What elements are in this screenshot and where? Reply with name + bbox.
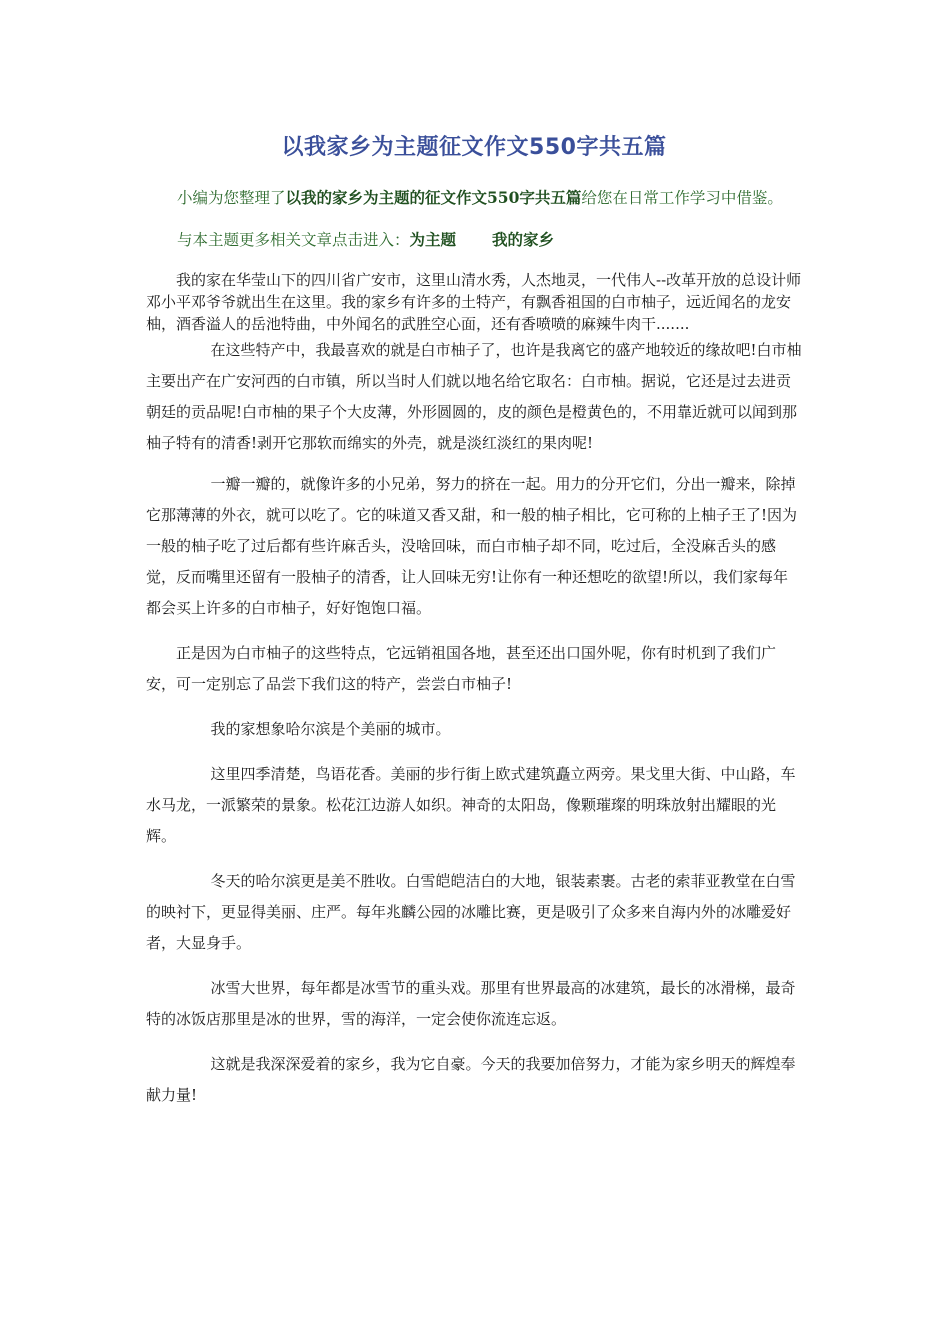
document-page: [146, 130, 802, 1125]
body-paragraph: 冬天的哈尔滨更是美不胜收。白雪皑皑洁白的大地，银装素裹。古老的索菲亚教堂在白雪的映衬下，更显得美丽、庄严。每年兆麟公园的冰雕比赛，更是吸引了众多来自海内外的冰雕爱好者，大显身手。: [146, 872, 796, 952]
intro-highlight: 以我的家乡为主题的征文作文550字共五篇: [285, 188, 582, 207]
body-paragraph: 正是因为白市柚子的这些特点，它远销祖国各地，甚至还出口国外呢，你有时机到了我们广安，可一定别忘了品尝下我们这的特产，尝尝白市柚子!: [146, 644, 777, 693]
related-links: [146, 225, 802, 255]
intro-paragraph: [146, 183, 802, 213]
page-title: 以我家乡为主题征文作文550字共五篇: [281, 135, 667, 160]
intro-suffix: 给您在日常工作学习中借鉴。: [581, 189, 783, 207]
body-paragraph: 这里四季清楚，鸟语花香。美丽的步行街上欧式建筑矗立两旁。果戈里大街、中山路，车水马龙，一派繁荣的景象。松花江边游人如织。神奇的太阳岛，像颗璀璨的明珠放射出耀眼的光辉。: [146, 765, 796, 845]
body-paragraph: 一瓣一瓣的，就像许多的小兄弟，努力的挤在一起。用力的分开它们，分出一瓣来，除掉它那薄薄的外衣，就可以吃了。它的味道又香又甜，和一般的柚子相比，它可称的上柚子王了!因为一般的柚子吃了过后都有些许麻舌头，没啥回味，而白市柚子却不同，吃过后，全没麻舌头的感觉，反而嘴里还留有一股柚子的清香，让人回味无穷!让你有一种还想吃的欲望!所以，我们家每年都会买上许多的白市柚子，好好饱饱口福。: [146, 475, 798, 617]
related-link-hometown[interactable]: 我的家乡: [492, 230, 555, 249]
body-paragraph: 这就是我深深爱着的家乡，我为它自豪。今天的我要加倍努力，才能为家乡明天的辉煌奉献力量!: [146, 1055, 796, 1104]
intro-prefix: 小编为您整理了: [177, 189, 286, 207]
body-paragraph: 冰雪大世界，每年都是冰雪节的重头戏。那里有世界最高的冰建筑，最长的冰滑梯，最奇特的冰饭店那里是冰的世界，雪的海洋，一定会使你流连忘返。: [146, 979, 796, 1028]
related-link-theme[interactable]: 为主题: [409, 230, 457, 249]
body-paragraph: 我的家在华莹山下的四川省广安市，这里山清水秀，人杰地灵，一代伟人--改革开放的总设计师邓小平邓爷爷就出生在这里。我的家乡有许多的土特产，有飘香祖国的白市柚子，远近闻名的龙安柚，酒香溢人的岳池特曲，中外闻名的武胜空心面，还有香喷喷的麻辣牛肉干.......: [146, 271, 802, 333]
body-paragraph: 在这些特产中，我最喜欢的就是白市柚子了，也许是我离它的盛产地较近的缘故吧!白市柚主要出产在广安河西的白市镇，所以当时人们就以地名给它取名：白市柚。据说，它还是过去进贡朝廷的贡品呢!白市柚的果子个大皮薄，外形圆圆的，皮的颜色是橙黄色的，不用靠近就可以闻到那柚子特有的清香!剥开它那软而绵实的外壳，就是淡红淡红的果肉呢!: [146, 341, 802, 452]
body-paragraph: 我的家想象哈尔滨是个美丽的城市。: [210, 720, 451, 738]
related-label: 与本主题更多相关文章点击进入：: [177, 231, 410, 249]
